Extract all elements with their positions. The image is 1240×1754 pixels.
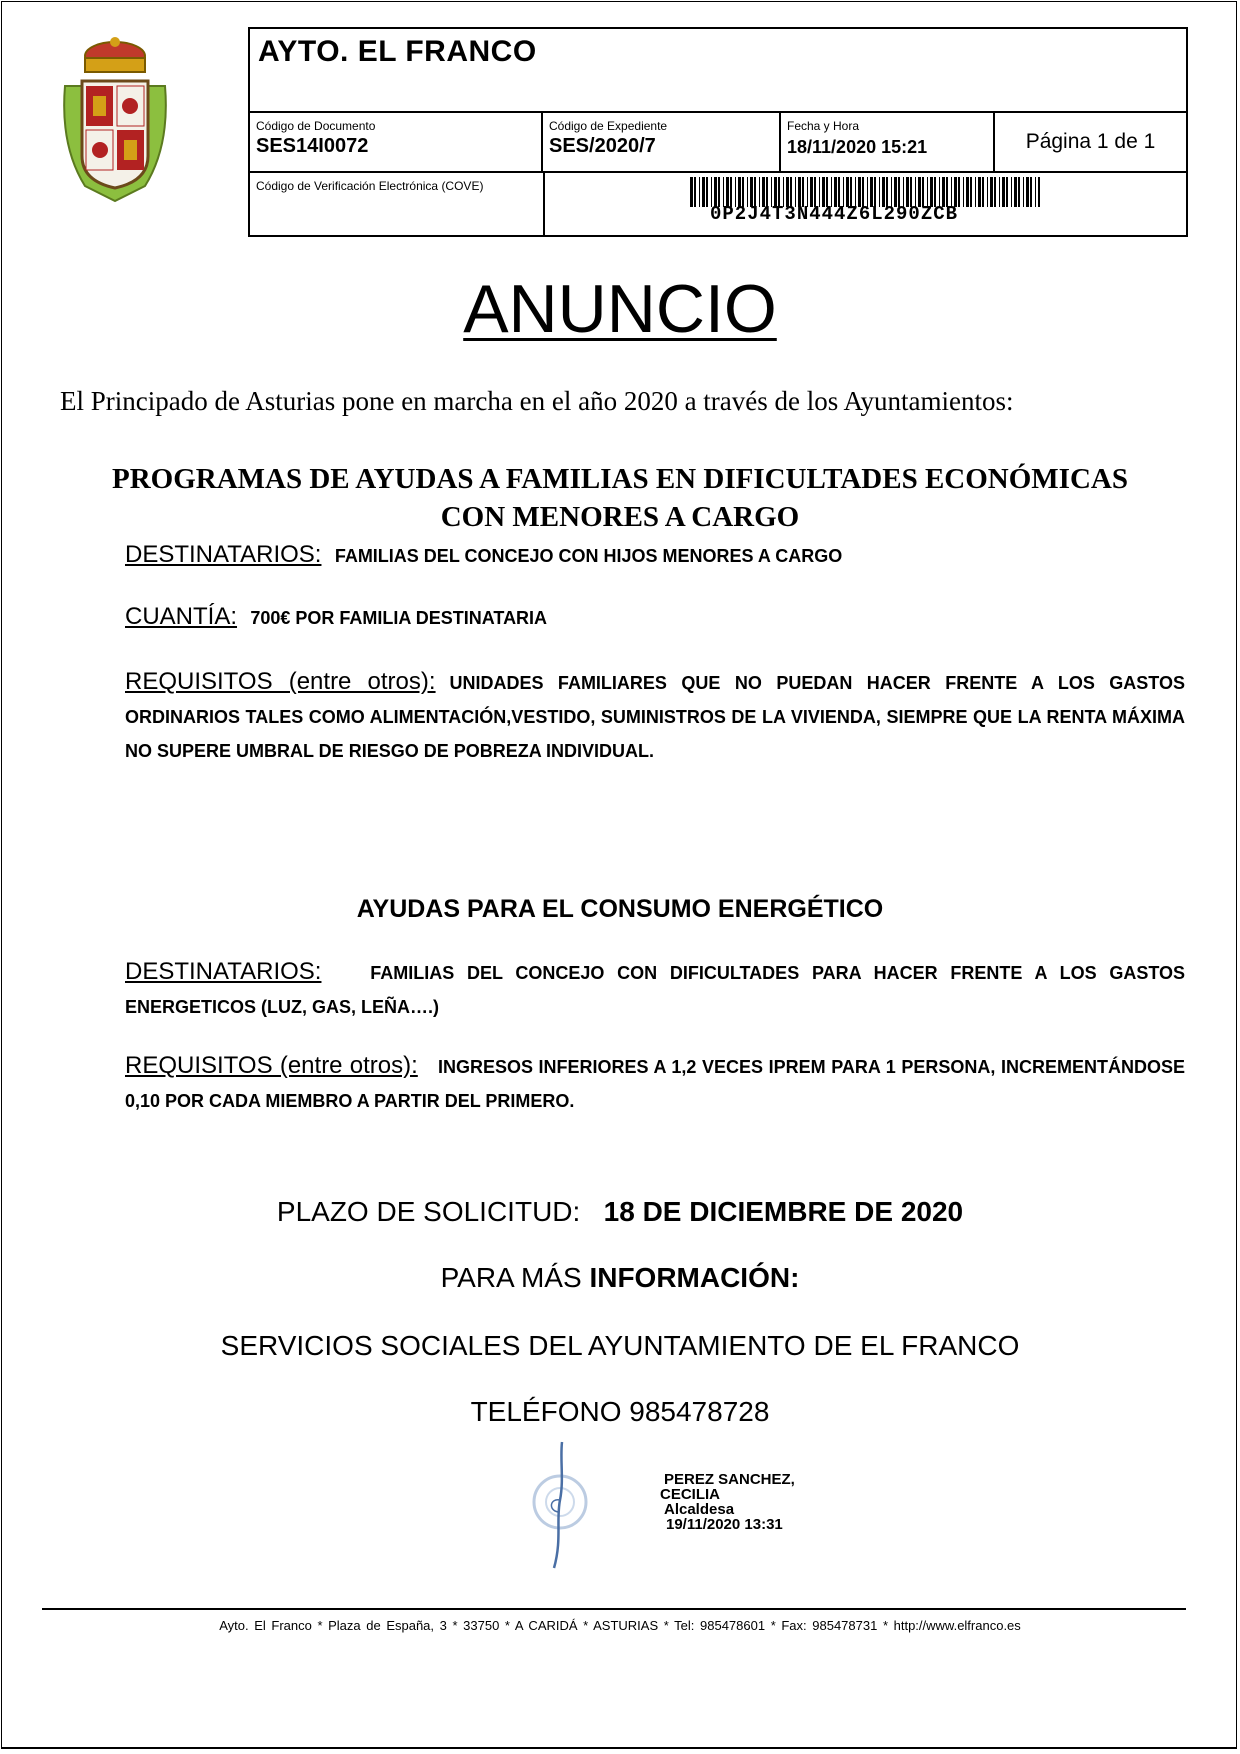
date-label: Fecha y Hora [787,119,860,133]
more-info-bold: INFORMACIÓN: [589,1262,800,1293]
page-number: Página 1 de 1 [1025,130,1156,153]
requisitos-text: INGRESOS INFERIORES A 1,2 VECES IPREM PARA 1 PERSONA, INCREMENTÁNDOSE 0,10 POR CADA MIEMBRO A PARTIR DEL PRIMERO. [125,1057,1185,1111]
cove-row [250,173,1186,237]
program2-destinatarios [125,955,1185,1025]
requisitos-text: UNIDADES FAMILIARES QUE NO PUEDAN HACER FRENTE A LOS GASTOS ORDINARIOS TALES COMO ALIMENTACIÓN,VESTIDO, SUMINISTROS DE LA VIVIENDA, SIEMPRE QUE LA RENTA MÁXIMA NO SUPERE UMBRAL DE RIESGO DE POBREZA INDIVIDUAL. [125,673,1185,761]
deadline-value: 18 DE DICIEMBRE DE 2020 [603,1196,964,1227]
page-title: ANUNCIO [463,271,777,347]
expediente-code: SES/2020/7 [549,135,656,157]
document-code-label: Código de Documento [256,119,376,133]
document-code: SES14I0072 [256,135,369,157]
cove-code: 0P2J4T3N444Z6L290ZCB [710,203,959,225]
destinatarios-text: FAMILIAS DEL CONCEJO CON DIFICULTADES PARA HACER FRENTE A LOS GASTOS ENERGETICOS (LUZ, GAS, LEÑA….) [125,963,1185,1017]
date-value: 18/11/2020 15:21 [787,137,928,157]
expediente-code-cell [543,113,781,171]
deadline [0,1196,1240,1228]
coat-of-arms-icon [60,36,170,206]
signer-role: Alcaldesa [664,1501,735,1518]
intro-text: El Principado de Asturias pone en marcha en el año 2020 a través de los Ayuntamientos: [60,386,1014,416]
more-info-prefix: PARA MÁS [440,1262,582,1293]
requisitos-label: REQUISITOS (entre otros): [125,668,436,695]
page-frame [1,1,1237,1749]
cuantia-label: CUANTÍA: [125,603,238,630]
program1-title: PROGRAMAS DE AYUDAS A FAMILIAS EN DIFICULTADES ECONÓMICAS CON MENORES A CARGO [112,463,1128,533]
program2-title: AYUDAS PARA EL CONSUMO ENERGÉTICO [356,895,884,923]
date-cell [781,113,995,171]
social-services: SERVICIOS SOCIALES DEL AYUNTAMIENTO DE EL FRANCO [220,1330,1020,1361]
organization-name: AYTO. EL FRANCO [258,35,537,68]
program1-requisitos [125,665,1185,769]
requisitos-label: REQUISITOS (entre otros): [125,1052,418,1079]
deadline-label: PLAZO DE SOLICITUD: [276,1196,581,1227]
more-info [0,1262,1240,1294]
expediente-code-label: Código de Expediente [549,119,668,133]
signer-date: 19/11/2020 13:31 [666,1516,783,1533]
document-code-cell [250,113,543,171]
signer-block [660,1472,795,1532]
destinatarios-text: FAMILIAS DEL CONCEJO CON HIJOS MENORES A CARGO [334,546,843,566]
footer-divider [42,1608,1186,1610]
header-codes-row [250,111,1186,173]
program1-destinatarios [125,541,842,569]
signature-icon [520,1440,600,1570]
program1-cuantia [125,603,547,631]
footer-text: Ayto. El Franco * Plaza de España, 3 * 33750 * A CARIDÁ * ASTURIAS * Tel: 985478601 * Fax: 985478731 * http://www.elfranco.es [219,1618,1021,1633]
cove-label-cell [250,173,545,237]
signer-name-1: PEREZ SANCHEZ, [664,1471,795,1488]
destinatarios-label: DESTINATARIOS: [125,958,322,985]
cuantia-text: 700€ POR FAMILIA DESTINATARIA [250,608,548,628]
signer-name-2: CECILIA [660,1486,720,1503]
document-header [248,27,1188,237]
destinatarios-label: DESTINATARIOS: [125,541,322,568]
cove-label: Código de Verificación Electrónica (COVE) [256,179,484,193]
program2-requisitos [125,1049,1185,1119]
phone-number: TELÉFONO 985478728 [470,1396,770,1427]
